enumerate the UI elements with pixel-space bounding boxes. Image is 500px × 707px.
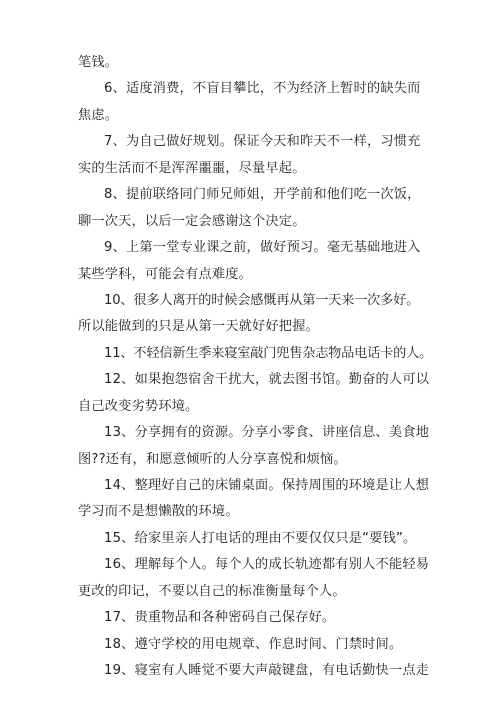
tip-7-line-1: 7、为自己做好规划。保证今天和昨天不一样，习惯充 — [104, 134, 421, 150]
tip-8-line-2: 聊一次天，以后一定会感谢这个决定。 — [78, 213, 306, 229]
tip-17-line-1: 17、贵重物品和各种密码自己保存好。 — [104, 610, 336, 626]
tip-8-line-1: 8、提前联络同门师兄师姐，开学前和他们吃一次饭， — [104, 187, 421, 203]
tip-14-line-2: 学习而不是想懒散的环境。 — [78, 504, 239, 520]
tip-12-line-2: 自己改变劣势环境。 — [78, 398, 199, 414]
tip-16-line-1: 16、理解每个人。每个人的成长轨迹都有别人不能轻易 — [104, 557, 430, 573]
tip-9-line-2: 某些学科，可能会有点难度。 — [78, 266, 253, 282]
tip-16-line-2: 更改的印记，不要以自己的标准衡量每个人。 — [78, 583, 346, 599]
tip-7-line-2: 实的生活而不是浑浑噩噩，尽量早起。 — [78, 160, 306, 176]
tip-14-line-1: 14、整理好自己的床铺桌面。保持周围的环境是让人想 — [104, 478, 430, 493]
tip-6-line-2: 焦虑。 — [78, 107, 119, 123]
tip-15-line-1: 15、给家里亲人打电话的理由不要仅仅只是“要钱”。 — [104, 530, 417, 546]
document-body — [78, 55, 436, 690]
tip-13-line-2: 图??还有，和愿意倾听的人分享喜悦和烦恼。 — [78, 451, 347, 467]
tip-10-line-2: 所以能做到的只是从第一天就好好把握。 — [78, 319, 319, 335]
tip-6-line-1: 6、适度消费，不盲目攀比，不为经济上暂时的缺失而 — [104, 81, 421, 97]
tip-11-line-1: 11、不轻信新生季来寝室敲门兜售杂志物品电话卡的人。 — [104, 345, 433, 361]
tip-9-line-1: 9、上第一堂专业课之前，做好预习。毫无基础地进入 — [104, 240, 421, 256]
text-line: 笔钱。 — [78, 55, 119, 70]
tip-13-line-1: 13、分享拥有的资源。分享小零食、讲座信息、美食地 — [104, 425, 430, 441]
tip-12-line-1: 12、如果抱怨宿舍干扰大，就去图书馆。勤奋的人可以 — [104, 372, 430, 388]
tip-18-line-1: 18、遵守学校的用电规章、作息时间、门禁时间。 — [104, 636, 403, 652]
tip-19-line-1: 19、寝室有人睡觉不要大声敲键盘，有电话勤快一点走 — [104, 663, 430, 679]
tip-10-line-1: 10、很多人离开的时候会感慨再从第一天来一次多好。 — [104, 292, 420, 308]
